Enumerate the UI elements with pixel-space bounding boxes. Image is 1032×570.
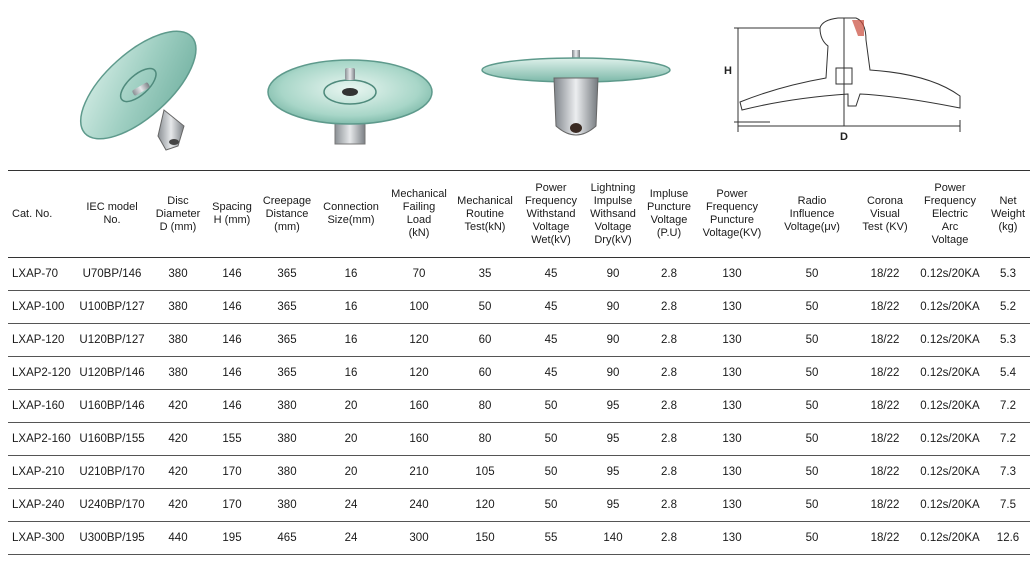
column-header-label: Creepage Distance (mm)	[262, 194, 312, 233]
table-cell: 50	[518, 456, 584, 489]
table-cell: 0.12s/20KA	[914, 423, 986, 456]
table-cell: 120	[452, 489, 518, 522]
table-cell: 465	[258, 522, 316, 555]
table-cell: 300	[386, 522, 452, 555]
table-cell: LXAP-300	[8, 522, 74, 555]
table-cell: 50	[768, 456, 856, 489]
table-cell: 35	[452, 258, 518, 291]
table-cell: 170	[206, 489, 258, 522]
table-cell: 5.2	[986, 291, 1030, 324]
table-cell: 2.8	[642, 456, 696, 489]
table-cell: U210BP/170	[74, 456, 150, 489]
table-body	[8, 258, 1030, 555]
column-header-label: Disc Diameter D (mm)	[155, 194, 201, 233]
table-cell: 5.3	[986, 258, 1030, 291]
table-cell: 130	[696, 423, 768, 456]
column-header	[696, 171, 768, 258]
table-cell: LXAP-70	[8, 258, 74, 291]
table-cell: U100BP/127	[74, 291, 150, 324]
table-cell: 0.12s/20KA	[914, 324, 986, 357]
table-cell: 420	[150, 390, 206, 423]
table-cell: 0.12s/20KA	[914, 489, 986, 522]
table-row	[8, 390, 1030, 423]
table-cell: 380	[150, 357, 206, 390]
spec-table	[8, 170, 1030, 555]
table-cell: 18/22	[856, 423, 914, 456]
table-cell: 0.12s/20KA	[914, 390, 986, 423]
table-cell: U160BP/155	[74, 423, 150, 456]
table-cell: 130	[696, 390, 768, 423]
table-cell: 50	[518, 489, 584, 522]
table-cell: 18/22	[856, 357, 914, 390]
table-cell: 50	[518, 390, 584, 423]
table-cell: 2.8	[642, 489, 696, 522]
table-cell: U240BP/170	[74, 489, 150, 522]
column-header-label: Mechanical Failing Load (kN)	[391, 188, 447, 239]
insulator-photo-tilted	[66, 18, 216, 158]
table-cell: 50	[768, 324, 856, 357]
column-header	[386, 171, 452, 258]
table-cell: 2.8	[642, 258, 696, 291]
table-cell: 60	[452, 357, 518, 390]
table-cell: 120	[386, 324, 452, 357]
table-cell: 130	[696, 291, 768, 324]
table-cell: 5.4	[986, 357, 1030, 390]
table-cell: U160BP/146	[74, 390, 150, 423]
table-cell: 16	[316, 258, 386, 291]
table-cell: 50	[768, 423, 856, 456]
table-row	[8, 324, 1030, 357]
table-cell: 50	[768, 258, 856, 291]
table-cell: 380	[258, 456, 316, 489]
table-cell: 95	[584, 489, 642, 522]
table-cell: 16	[316, 291, 386, 324]
table-cell: 146	[206, 390, 258, 423]
table-cell: 90	[584, 258, 642, 291]
table-cell: LXAP2-120	[8, 357, 74, 390]
table-cell: LXAP2-160	[8, 423, 74, 456]
column-header-label: Radio Influence Voltage(μv)	[784, 194, 840, 233]
table-cell: 80	[452, 390, 518, 423]
table-cell: 18/22	[856, 522, 914, 555]
table-cell: LXAP-210	[8, 456, 74, 489]
table-cell: 365	[258, 258, 316, 291]
table-cell: 130	[696, 456, 768, 489]
table-cell: 2.8	[642, 522, 696, 555]
table-cell: 7.5	[986, 489, 1030, 522]
column-header	[986, 171, 1030, 258]
table-cell: 7.3	[986, 456, 1030, 489]
table-cell: 130	[696, 324, 768, 357]
table-cell: 380	[258, 423, 316, 456]
table-cell: 2.8	[642, 423, 696, 456]
column-header-label: Power Frequency Puncture Voltage(KV)	[702, 188, 762, 239]
column-header	[518, 171, 584, 258]
table-cell: 380	[150, 324, 206, 357]
table-cell: 50	[768, 357, 856, 390]
table-cell: 95	[584, 390, 642, 423]
table-cell: 18/22	[856, 489, 914, 522]
table-cell: 45	[518, 258, 584, 291]
table-cell: 70	[386, 258, 452, 291]
table-cell: 0.12s/20KA	[914, 357, 986, 390]
table-cell: 2.8	[642, 291, 696, 324]
table-row	[8, 456, 1030, 489]
table-cell: 146	[206, 357, 258, 390]
table-cell: U120BP/127	[74, 324, 150, 357]
table-cell: LXAP-100	[8, 291, 74, 324]
table-header-row	[8, 171, 1030, 258]
table-cell: 95	[584, 423, 642, 456]
column-header-label: Power Frequency Electric Arc Voltage	[924, 181, 976, 246]
table-row	[8, 291, 1030, 324]
table-cell: 55	[518, 522, 584, 555]
table-cell: 120	[386, 357, 452, 390]
table-cell: 150	[452, 522, 518, 555]
column-header	[74, 171, 150, 258]
height-label: H	[724, 65, 732, 77]
table-cell: 105	[452, 456, 518, 489]
table-cell: 160	[386, 390, 452, 423]
insulator-photo-top	[265, 48, 435, 148]
column-header-label: Connection Size(mm)	[323, 201, 379, 226]
table-cell: 0.12s/20KA	[914, 522, 986, 555]
table-cell: 420	[150, 489, 206, 522]
column-header	[150, 171, 206, 258]
column-header-label: Cat. No.	[12, 207, 53, 220]
table-cell: 130	[696, 258, 768, 291]
column-header	[316, 171, 386, 258]
table-cell: 420	[150, 423, 206, 456]
table-row	[8, 258, 1030, 291]
table-cell: 380	[258, 489, 316, 522]
table-cell: 20	[316, 390, 386, 423]
table-cell: 130	[696, 357, 768, 390]
table-cell: 170	[206, 456, 258, 489]
table-cell: 90	[584, 357, 642, 390]
table-cell: 130	[696, 489, 768, 522]
table-cell: 50	[518, 423, 584, 456]
table-cell: 210	[386, 456, 452, 489]
table-cell: 420	[150, 456, 206, 489]
insulator-photo-side	[478, 48, 674, 158]
table-cell: U120BP/146	[74, 357, 150, 390]
table-row	[8, 489, 1030, 522]
column-header-label: Net Weight (kg)	[990, 194, 1026, 233]
table-cell: 160	[386, 423, 452, 456]
table-cell: 18/22	[856, 324, 914, 357]
table-cell: 80	[452, 423, 518, 456]
column-header-label: Impluse Puncture Voltage (P.U)	[646, 188, 692, 239]
column-header	[206, 171, 258, 258]
table-cell: LXAP-240	[8, 489, 74, 522]
table-cell: 146	[206, 291, 258, 324]
column-header	[258, 171, 316, 258]
table-cell: 2.8	[642, 324, 696, 357]
table-cell: 140	[584, 522, 642, 555]
table-cell: 195	[206, 522, 258, 555]
column-header	[856, 171, 914, 258]
table-cell: LXAP-160	[8, 390, 74, 423]
table-row	[8, 423, 1030, 456]
table-cell: 18/22	[856, 291, 914, 324]
column-header	[914, 171, 986, 258]
table-cell: 380	[150, 291, 206, 324]
column-header-label: Mechanical Routine Test(kN)	[457, 194, 513, 233]
column-header	[642, 171, 696, 258]
table-cell: 50	[768, 489, 856, 522]
table-cell: 20	[316, 423, 386, 456]
column-header	[768, 171, 856, 258]
column-header-label: Lightning Impulse Withsand Voltage Dry(kV)	[590, 181, 636, 246]
table-cell: 20	[316, 456, 386, 489]
table-cell: 100	[386, 291, 452, 324]
table-cell: 155	[206, 423, 258, 456]
table-cell: 12.6	[986, 522, 1030, 555]
table-row	[8, 357, 1030, 390]
table-cell: 45	[518, 324, 584, 357]
table-cell: U300BP/195	[74, 522, 150, 555]
table-cell: 50	[768, 522, 856, 555]
table-cell: 18/22	[856, 390, 914, 423]
table-cell: 380	[150, 258, 206, 291]
table-cell: 18/22	[856, 258, 914, 291]
table-cell: 146	[206, 324, 258, 357]
table-cell: 380	[258, 390, 316, 423]
table-cell: 0.12s/20KA	[914, 291, 986, 324]
table-cell: 130	[696, 522, 768, 555]
column-header-label: Spacing H (mm)	[212, 201, 252, 226]
table-cell: 0.12s/20KA	[914, 258, 986, 291]
table-cell: 240	[386, 489, 452, 522]
table-cell: 50	[768, 390, 856, 423]
table-cell: U70BP/146	[74, 258, 150, 291]
table-cell: 365	[258, 324, 316, 357]
table-cell: 5.3	[986, 324, 1030, 357]
table-row	[8, 522, 1030, 555]
table-cell: 16	[316, 324, 386, 357]
table-cell: 2.8	[642, 390, 696, 423]
table-cell: 50	[768, 291, 856, 324]
column-header	[452, 171, 518, 258]
table-cell: 45	[518, 291, 584, 324]
table-cell: 95	[584, 456, 642, 489]
diameter-label: D	[840, 131, 848, 143]
table-cell: 2.8	[642, 357, 696, 390]
column-header-label: Corona Visual Test (KV)	[862, 194, 908, 233]
table-cell: 90	[584, 324, 642, 357]
insulator-drawing	[710, 10, 980, 150]
table-cell: 24	[316, 489, 386, 522]
table-cell: 0.12s/20KA	[914, 456, 986, 489]
table-cell: 50	[452, 291, 518, 324]
table-cell: 365	[258, 291, 316, 324]
table-cell: 45	[518, 357, 584, 390]
table-cell: 7.2	[986, 390, 1030, 423]
column-header-label: IEC model No.	[86, 201, 138, 226]
table-cell: 18/22	[856, 456, 914, 489]
table-cell: 16	[316, 357, 386, 390]
table-cell: 365	[258, 357, 316, 390]
table-cell: 60	[452, 324, 518, 357]
column-header	[8, 171, 74, 258]
table-cell: 7.2	[986, 423, 1030, 456]
table-cell: 24	[316, 522, 386, 555]
column-header-label: Power Frequency Withstand Voltage Wet(kV)	[525, 181, 577, 246]
table-cell: LXAP-120	[8, 324, 74, 357]
table-cell: 440	[150, 522, 206, 555]
product-images	[0, 0, 1032, 165]
column-header	[584, 171, 642, 258]
table-cell: 146	[206, 258, 258, 291]
table-cell: 90	[584, 291, 642, 324]
